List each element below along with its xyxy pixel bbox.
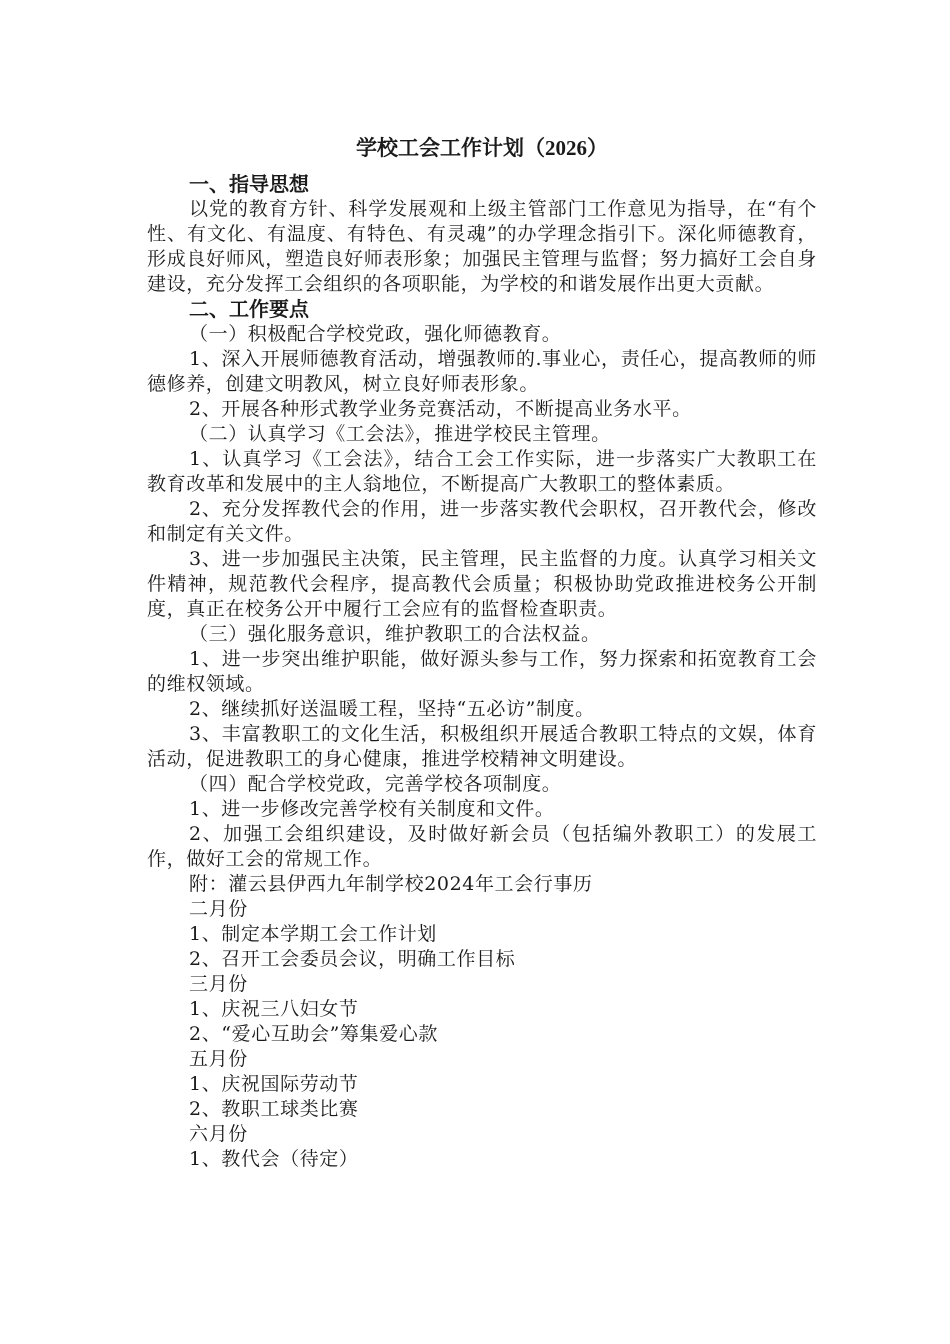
calendar-mar-item-2: 2、“爱心互助会”筹集爱心款: [189, 1023, 438, 1045]
point-3-item-3: 3、丰富教职工的文化生活，积极组织开展适合教职工特点的文娱，体育活动，促进教职工的身心健康，推进学校精神文明建设。: [147, 723, 817, 770]
point-1-item-2: 2、开展各种形式教学业务竞赛活动，不断提高业务水平。: [189, 398, 692, 420]
subheading-point-3: （三）强化服务意识，维护教职工的合法权益。: [189, 623, 601, 645]
subheading-point-1: （一）积极配合学校党政，强化师德教育。: [189, 323, 562, 345]
point-4-item-2: 2、加强工会组织建设，及时做好新会员（包括编外教职工）的发展工作，做好工会的常规工作。: [147, 823, 817, 870]
point-3-item-1: 1、进一步突出维护职能，做好源头参与工作，努力探索和拓宽教育工会的维权领域。: [147, 648, 817, 695]
calendar-feb-item-1: 1、制定本学期工会工作计划: [189, 923, 437, 945]
point-2-item-1: 1、认真学习《工会法》，结合工会工作实际，进一步落实广大教职工在教育改革和发展中的主人翁地位，不断提高广大教职工的整体素质。: [147, 448, 817, 495]
document-title: 学校工会工作计划（2026）: [356, 136, 608, 160]
calendar-mar-item-1: 1、庆祝三八妇女节: [189, 998, 359, 1020]
heading-guiding-ideology: 一、指导思想: [189, 172, 309, 196]
calendar-jun-item-1: 1、教代会（待定）: [189, 1148, 359, 1170]
paragraph-guiding-ideology: 以党的教育方针、科学发展观和上级主管部门工作意见为指导，在“有个性、有文化、有温度、有特色、有灵魂”的办学理念指引下。深化师德教育，形成良好师风，塑造良好师表形象；加强民主管理与监督；努力搞好工会自身建设，充分发挥工会组织的各项职能，为学校的和谐发展作出更大贡献。: [147, 198, 817, 295]
document-page: [147, 130, 817, 1172]
calendar-month-jun: 六月份: [189, 1123, 248, 1145]
calendar-intro: 附：灌云县伊西九年制学校2024年工会行事历: [189, 873, 593, 895]
subheading-point-2: （二）认真学习《工会法》，推进学校民主管理。: [189, 423, 611, 445]
point-2-item-3: 3、进一步加强民主决策，民主管理，民主监督的力度。认真学习相关文件精神，规范教代会程序，提高教代会质量；积极协助党政推进校务公开制度，真正在校务公开中履行工会应有的监督检查职责。: [147, 548, 817, 620]
calendar-month-may: 五月份: [189, 1048, 248, 1070]
subheading-point-4: （四）配合学校党政，完善学校各项制度。: [189, 773, 562, 795]
calendar-may-item-2: 2、教职工球类比赛: [189, 1098, 359, 1120]
calendar-may-item-1: 1、庆祝国际劳动节: [189, 1073, 359, 1095]
calendar-feb-item-2: 2、召开工会委员会议，明确工作目标: [189, 948, 516, 970]
point-3-item-2: 2、继续抓好送温暖工程，坚持“五必访”制度。: [189, 698, 595, 720]
calendar-month-feb: 二月份: [189, 898, 248, 920]
point-2-item-2: 2、充分发挥教代会的作用，进一步落实教代会职权，召开教代会，修改和制定有关文件。: [147, 498, 817, 545]
point-4-item-1: 1、进一步修改完善学校有关制度和文件。: [189, 798, 555, 820]
calendar-month-mar: 三月份: [189, 973, 248, 995]
heading-work-points: 二、工作要点: [189, 297, 309, 321]
point-1-item-1: 1、深入开展师德教育活动，增强教师的.事业心，责任心，提高教师的师德修养，创建文明教风，树立良好师表形象。: [147, 348, 817, 395]
